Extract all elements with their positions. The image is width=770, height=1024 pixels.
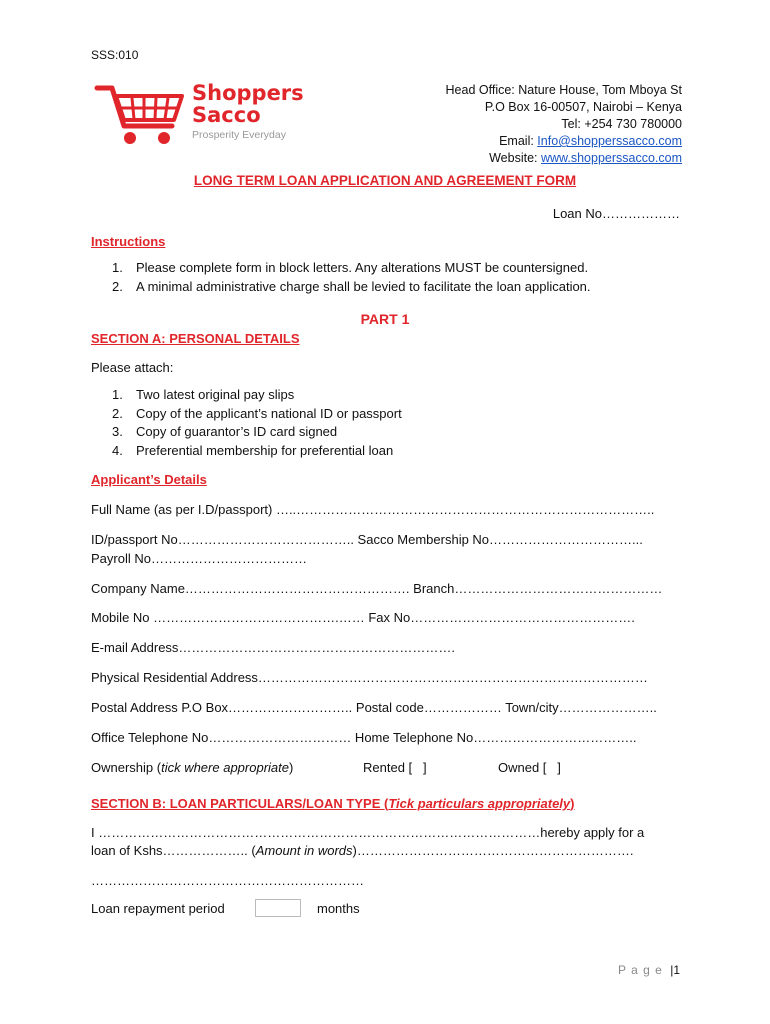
section-b-heading: SECTION B: LOAN PARTICULARS/LOAN TYPE (Tick particulars appropriately) [91, 796, 575, 811]
section-a-heading: SECTION A: PERSONAL DETAILS [91, 331, 300, 346]
full-name-field[interactable]: Full Name (as per I.D/passport) …..……………………………………………………………………….. [91, 502, 655, 517]
logo-tagline: Prosperity Everyday [192, 129, 286, 141]
amount-continuation-field[interactable]: ……………………………………………………… [91, 873, 364, 888]
ownership-label: Ownership (tick where appropriate) [91, 760, 294, 775]
applicant-details-heading: Applicant’s Details [91, 472, 207, 487]
list-item: 2. A minimal administrative charge shall be levied to facilitate the loan application. [112, 278, 591, 294]
logo-name-line2: Sacco [192, 103, 261, 127]
page-footer [618, 963, 680, 977]
shopping-cart-icon [94, 82, 189, 152]
email-address-field[interactable]: E-mail Address………………………………………………………. [91, 640, 456, 655]
repayment-period-label: Loan repayment period [91, 901, 225, 916]
instructions-list [112, 259, 591, 296]
list-item: 1. Please complete form in block letters. Any alterations MUST be countersigned. [112, 260, 589, 275]
owned-checkbox[interactable]: Owned [ ] [498, 760, 561, 775]
apply-line-field[interactable]: I …………………………………………………………………………………………hereby apply for a [91, 825, 645, 840]
list-item: 3. Copy of guarantor’s ID card signed [112, 424, 338, 439]
head-office-email: Email: Info@shopperssacco.com [499, 134, 682, 148]
list-item: 4. Preferential membership for preferential loan [112, 442, 394, 458]
page-label: P a g e [618, 963, 663, 977]
attachments-list [112, 386, 402, 460]
page-separator: | [670, 963, 674, 977]
telephone-field[interactable]: Office Telephone No…………………………… Home Telephone No……………………………….. [91, 730, 637, 745]
instructions-heading: Instructions [91, 234, 166, 249]
head-office-po-box: P.O Box 16-00507, Nairobi – Kenya [484, 100, 682, 114]
mobile-fax-field[interactable]: Mobile No …………………………………….…… Fax No……………………………………………. [91, 610, 635, 625]
payroll-field[interactable]: Payroll No……………………………… [91, 551, 307, 566]
loan-number-field: Loan No……………… [552, 206, 680, 221]
head-office-tel: Tel: +254 730 780000 [561, 117, 682, 131]
list-item: 2. Copy of the applicant’s national ID or passport [112, 405, 402, 421]
attach-intro: Please attach: [91, 360, 174, 375]
logo-name-line1: Shoppers [192, 81, 304, 105]
rented-checkbox[interactable]: Rented [ ] [363, 760, 427, 775]
website-link[interactable]: www.shopperssacco.com [540, 151, 682, 165]
list-item: 1. Two latest original pay slips [112, 387, 295, 402]
part-heading: PART 1 [360, 311, 410, 327]
postal-address-field[interactable]: Postal Address P.O Box……………………….. Postal code……………… Town/city………………….. [91, 700, 657, 715]
shoppers-sacco-logo [94, 82, 309, 152]
form-title: LONG TERM LOAN APPLICATION AND AGREEMENT FORM [193, 173, 577, 188]
page-number: 1 [673, 963, 680, 977]
repayment-period-input[interactable] [255, 899, 301, 917]
head-office-website: Website: www.shopperssacco.com [489, 151, 682, 165]
company-branch-field[interactable]: Company Name……………………………………………. Branch………………………………………… [91, 581, 663, 596]
document-code: SSS:010 [91, 48, 139, 62]
physical-address-field[interactable]: Physical Residential Address……………………………………………………………………………… [91, 670, 648, 685]
loan-amount-field[interactable]: loan of Kshs……………….. (Amount in words)………………………………………………………. [91, 843, 634, 858]
head-office-address: Head Office: Nature House, Tom Mboya St [445, 83, 682, 97]
head-office-info [446, 82, 682, 167]
months-label: months [317, 901, 360, 916]
email-link[interactable]: Info@shopperssacco.com [537, 134, 682, 148]
id-membership-field[interactable]: ID/passport No………………………………….. Sacco Membership No……………………………... [91, 532, 643, 547]
